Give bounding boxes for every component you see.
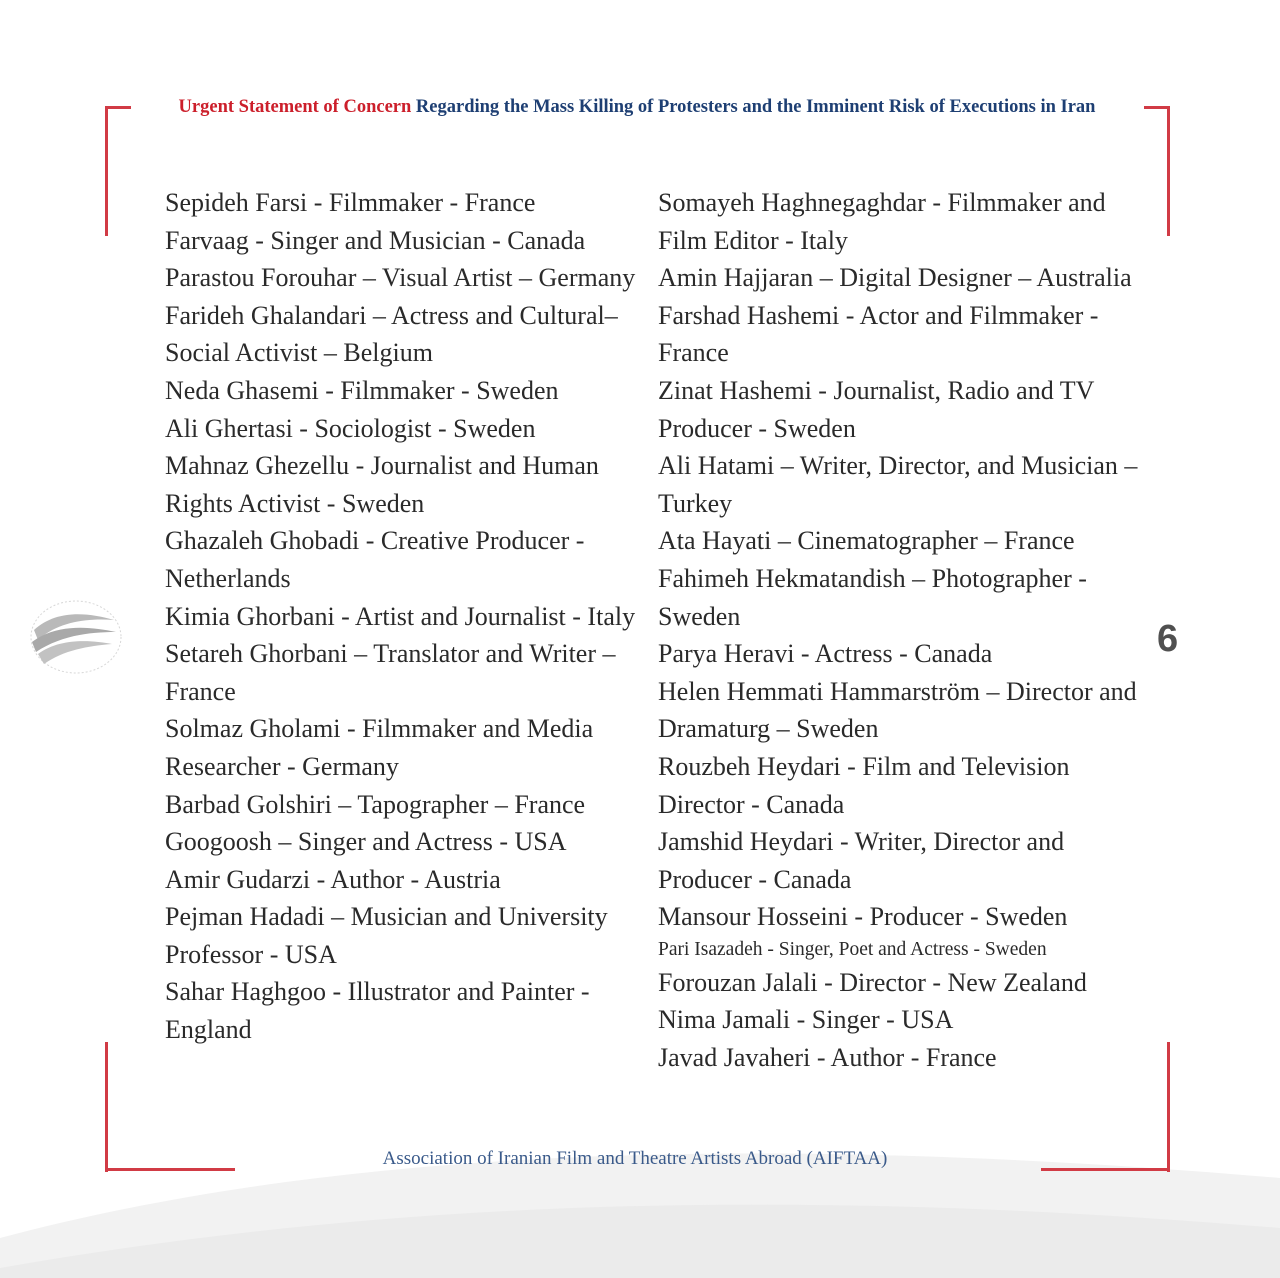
signatory-entry: Barbad Golshiri – Tapographer – France <box>165 789 586 819</box>
signatory-entry: Mansour Hosseini - Producer - Sweden <box>658 902 1068 932</box>
page-number: 6 <box>1157 618 1179 660</box>
signatory-entry: Neda Ghasemi - Filmmaker - Sweden <box>165 375 559 405</box>
title-blue: Regarding the Mass Killing of Protesters and the Imminent Risk of Executions in Iran <box>415 97 1096 117</box>
signatory-entry: Fahimeh Hekmatandish – Photographer - Sweden <box>658 563 1087 631</box>
signatory-entry: Jamshid Heydari - Writer, Director and Producer - Canada <box>658 827 1065 894</box>
signatory-entry: Parastou Forouhar – Visual Artist – Germany <box>165 263 636 293</box>
signatory-entry: Helen Hemmati Hammarström – Director and Dramaturg – Sweden <box>658 676 1137 744</box>
signatory-entry: Javad Javaheri - Author - France <box>658 1043 997 1073</box>
signatory-entry: Pari Isazadeh - Singer, Poet and Actress - Sweden <box>658 938 1047 960</box>
signatory-entry: Sahar Haghgoo - Illustrator and Painter - England <box>165 977 590 1045</box>
signatory-entry: Ghazaleh Ghobadi - Creative Producer - Netherlands <box>165 526 585 593</box>
signatory-entry: Pejman Hadadi – Musician and University Professor - USA <box>165 902 608 969</box>
signatory-entry: Ali Ghertasi - Sociologist - Sweden <box>165 413 536 443</box>
signatory-entry: Amir Gudarzi - Author - Austria <box>165 864 501 894</box>
signatory-entry: Nima Jamali - Singer - USA <box>658 1005 954 1035</box>
signatory-entry: Farshad Hashemi - Actor and Filmmaker - France <box>658 300 1099 368</box>
signatory-entry: Mahnaz Ghezellu - Journalist and Human Rights Activist - Sweden <box>165 451 599 518</box>
footer-association-name: Association of Iranian Film and Theatre Artists Abroad (AIFTAA) <box>382 1148 888 1169</box>
signatory-entry: Sepideh Farsi - Filmmaker - France <box>165 188 536 217</box>
signatory-entry: Forouzan Jalali - Director - New Zealand <box>658 967 1087 997</box>
signatory-entry: Rouzbeh Heydari - Film and Television Director - Canada <box>658 751 1070 819</box>
signatory-entry: Setareh Ghorbani – Translator and Writer – France <box>165 639 616 706</box>
signatory-entry: Amin Hajjaran – Digital Designer – Australia <box>658 263 1132 293</box>
signatory-entry: Somayeh Haghnegaghdar - Filmmaker and Film Editor - Italy <box>658 188 1106 255</box>
signatory-entry: Farideh Ghalandari – Actress and Cultural–Social Activist – Belgium <box>165 300 618 368</box>
background-wave <box>0 1118 1280 1278</box>
signatories-left-column <box>165 184 645 1049</box>
signatory-entry: Kimia Ghorbani - Artist and Journalist - Italy <box>165 601 636 631</box>
signatory-entry: Parya Heravi - Actress - Canada <box>658 639 993 669</box>
signatories-right-column <box>658 184 1148 1077</box>
signatory-entry: Ata Hayati – Cinematographer – France <box>658 526 1075 556</box>
signatory-entry: Solmaz Gholami - Filmmaker and Media Researcher - Germany <box>165 714 594 781</box>
signatory-entry: Farvaag - Singer and Musician - Canada <box>165 225 586 255</box>
signatory-entry: Ali Hatami – Writer, Director, and Musician – Turkey <box>658 451 1138 518</box>
statement-title <box>132 97 1142 118</box>
title-red: Urgent Statement of Concern <box>178 97 412 117</box>
signatory-entry: Googoosh – Singer and Actress - USA <box>165 827 567 857</box>
signatory-entry: Zinat Hashemi - Journalist, Radio and TV Producer - Sweden <box>658 375 1094 443</box>
association-logo-icon <box>26 598 126 676</box>
